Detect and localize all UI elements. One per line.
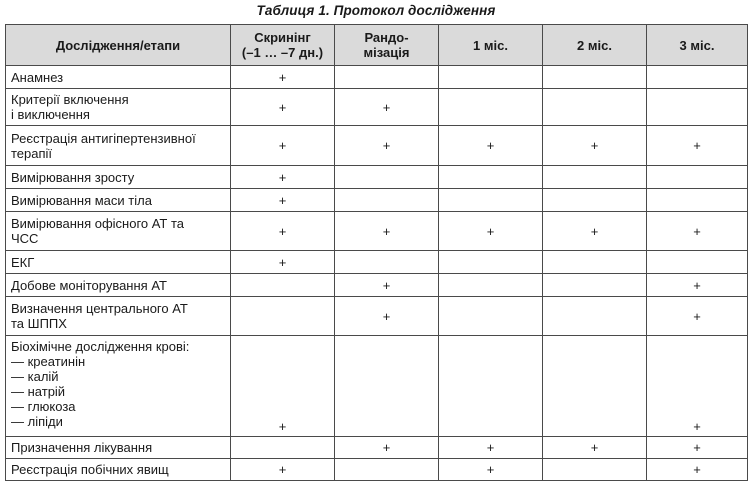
header-screening-line1: Скринінг: [254, 30, 311, 45]
mark-screening: +: [231, 212, 335, 251]
mark-month-1: [439, 297, 543, 336]
mark-month-1: [439, 189, 543, 212]
table-row: [6, 212, 748, 251]
mark-month-2: +: [543, 126, 647, 166]
mark-randomization: [335, 459, 439, 481]
table-row: [6, 336, 748, 437]
mark-month-2: [543, 336, 647, 437]
row-label-line: Критерії включення: [11, 92, 129, 107]
row-label: [6, 126, 231, 166]
study-protocol-table: [5, 24, 748, 481]
table-row: [6, 66, 748, 89]
mark-month-3: +: [647, 274, 748, 297]
header-studies-stages: Дослідження/етапи: [6, 25, 231, 66]
table-row: [6, 437, 748, 459]
mark-month-1: [439, 66, 543, 89]
header-randomization: [335, 25, 439, 66]
row-label: Реєстрація побічних явищ: [6, 459, 231, 481]
row-label: [6, 89, 231, 126]
mark-month-3: +: [647, 459, 748, 481]
row-label: Вимірювання зросту: [6, 166, 231, 189]
mark-month-2: +: [543, 437, 647, 459]
mark-screening: [231, 274, 335, 297]
mark-month-1: [439, 336, 543, 437]
mark-month-3: +: [647, 437, 748, 459]
mark-month-3: [647, 166, 748, 189]
row-label-line: Вимірювання офісного АТ та: [11, 216, 185, 231]
mark-screening: +: [231, 66, 335, 89]
table-caption: Таблиця 1. Протокол дослідження: [256, 3, 496, 18]
mark-month-1: [439, 89, 543, 126]
row-label-line: та ШППХ: [11, 316, 67, 331]
row-label: Добове моніторування АТ: [6, 274, 231, 297]
row-label-line: — глюкоза: [11, 399, 76, 414]
table-row: [6, 297, 748, 336]
mark-screening: +: [231, 89, 335, 126]
mark-month-2: [543, 251, 647, 274]
mark-month-2: [543, 274, 647, 297]
table-row: [6, 166, 748, 189]
mark-month-1: [439, 251, 543, 274]
mark-randomization: +: [335, 126, 439, 166]
row-label-line: — натрій: [11, 384, 66, 399]
mark-month-2: +: [543, 212, 647, 251]
header-randomization-line1: Рандо-: [364, 30, 409, 45]
table-row: [6, 89, 748, 126]
header-month-1: 1 міс.: [439, 25, 543, 66]
mark-randomization: +: [335, 212, 439, 251]
row-label-line: — креатинін: [11, 354, 86, 369]
header-month-2: 2 міс.: [543, 25, 647, 66]
row-label: ЕКГ: [6, 251, 231, 274]
row-label-line: терапії: [11, 145, 53, 161]
row-label: [6, 212, 231, 251]
row-label: Вимірювання маси тіла: [6, 189, 231, 212]
header-month-3: 3 міс.: [647, 25, 748, 66]
mark-randomization: +: [335, 437, 439, 459]
mark-month-3: [647, 66, 748, 89]
mark-randomization: +: [335, 297, 439, 336]
mark-randomization: [335, 336, 439, 437]
row-label-line: — ліпіди: [11, 414, 63, 429]
mark-randomization: [335, 189, 439, 212]
header-screening-line2: (–1 … –7 дн.): [241, 45, 324, 60]
header-randomization-line2: мізація: [363, 45, 410, 60]
row-label-line: — калій: [11, 369, 59, 384]
mark-month-1: [439, 274, 543, 297]
mark-randomization: +: [335, 274, 439, 297]
table-row: [6, 459, 748, 481]
mark-screening: [231, 297, 335, 336]
header-row: [6, 25, 748, 66]
mark-month-2: [543, 189, 647, 212]
mark-randomization: [335, 66, 439, 89]
header-screening: [231, 25, 335, 66]
row-label-line: ЧСС: [11, 231, 39, 246]
row-label-line: Визначення центрального АТ: [11, 301, 188, 316]
table-row: [6, 189, 748, 212]
mark-month-3: [647, 189, 748, 212]
row-label-line: Біохімічне дослідження крові:: [11, 339, 190, 354]
mark-month-2: [543, 89, 647, 126]
row-label: [6, 336, 231, 437]
mark-randomization: +: [335, 89, 439, 126]
mark-screening: +: [231, 126, 335, 166]
mark-month-3: +: [647, 297, 748, 336]
mark-month-3: [647, 89, 748, 126]
table-row: [6, 251, 748, 274]
table-row: [6, 274, 748, 297]
mark-month-2: [543, 459, 647, 481]
row-label: [6, 297, 231, 336]
mark-month-2: [543, 166, 647, 189]
mark-screening: +: [231, 459, 335, 481]
mark-screening: +: [231, 336, 335, 437]
mark-month-3: +: [647, 126, 748, 166]
mark-month-1: [439, 166, 543, 189]
mark-month-1: +: [439, 459, 543, 481]
mark-month-2: [543, 66, 647, 89]
mark-screening: [231, 437, 335, 459]
mark-screening: +: [231, 251, 335, 274]
mark-screening: +: [231, 166, 335, 189]
mark-month-3: +: [647, 212, 748, 251]
row-label-line: і виключення: [11, 107, 90, 122]
mark-month-3: +: [647, 336, 748, 437]
mark-month-2: [543, 297, 647, 336]
mark-screening: +: [231, 189, 335, 212]
table-row: [6, 126, 748, 166]
mark-randomization: [335, 251, 439, 274]
row-label: Анамнез: [6, 66, 231, 89]
row-label: Призначення лікування: [6, 437, 231, 459]
row-label-line: Реєстрація антигіпертензивної: [11, 130, 196, 146]
mark-month-1: +: [439, 126, 543, 166]
mark-month-1: +: [439, 212, 543, 251]
mark-randomization: [335, 166, 439, 189]
mark-month-3: [647, 251, 748, 274]
mark-month-1: +: [439, 437, 543, 459]
